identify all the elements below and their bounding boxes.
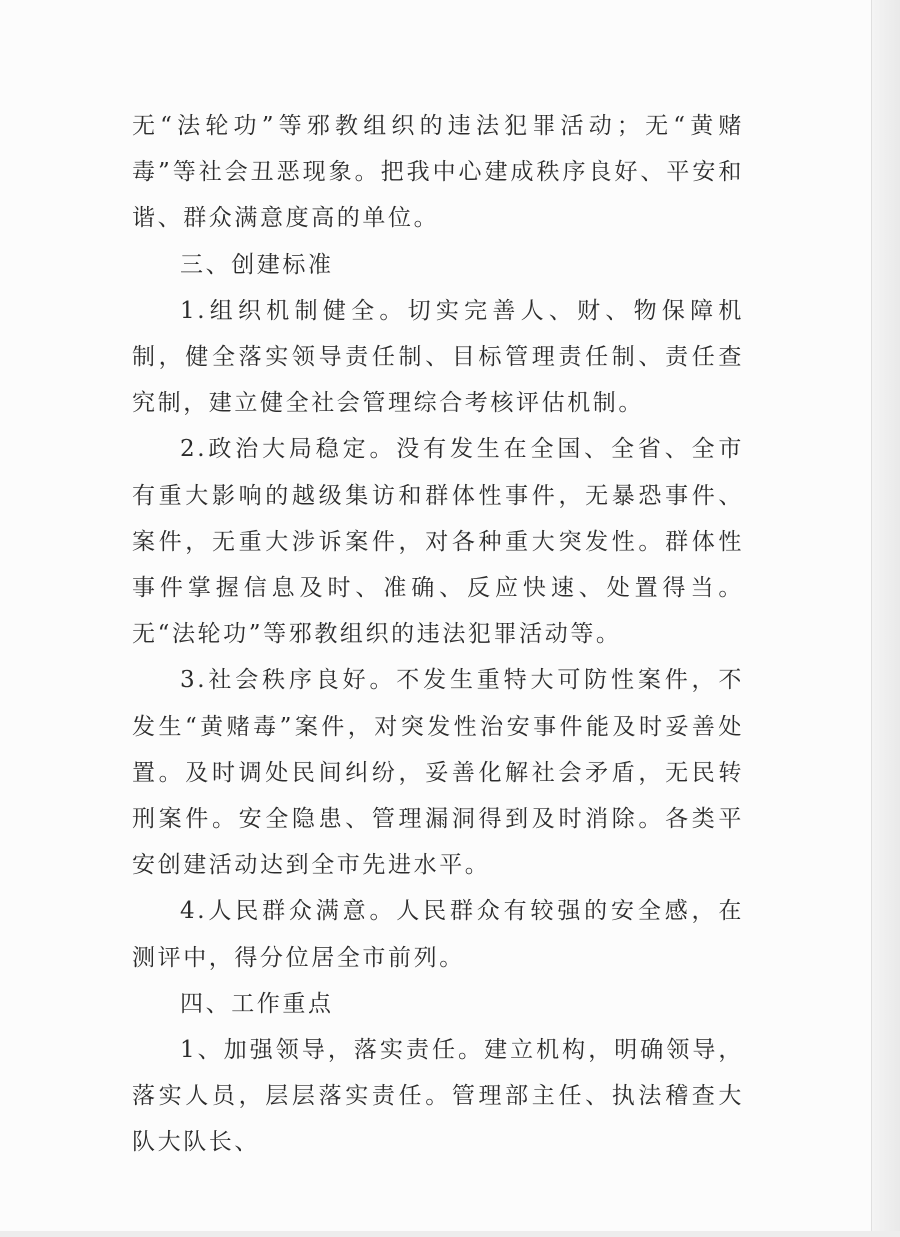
paragraph-standard-4: 4.人民群众满意。人民群众有较强的安全感，在测评中，得分位居全市前列。 [132, 898, 744, 971]
paragraph-standard-3: 3.社会秩序良好。不发生重特大可防性案件，不发生“黄赌毒”案件，对突发性治安事件能及时妥善处置。及时调处民间纠纷，妥善化解社会矛盾，无民转刑案件。安全隐患、管理漏洞得到及时消除。各类平安创建活动达到全市先进水平。 [132, 667, 744, 879]
paragraph-continuation: 无“法轮功”等邪教组织的违法犯罪活动；无“黄赌毒”等社会丑恶现象。把我中心建成秩序良好、平安和谐、群众满意度高的单位。 [132, 113, 744, 232]
paragraph-standard-1: 1.组织机制健全。切实完善人、财、物保障机制，健全落实领导责任制、目标管理责任制、责任查究制，建立健全社会管理综合考核评估机制。 [132, 297, 744, 417]
document-body [132, 103, 744, 1166]
section-heading-standards: 三、创建标准 [180, 251, 334, 278]
scan-edge-bottom [0, 1231, 900, 1237]
section-heading-work-focus: 四、工作重点 [180, 990, 334, 1017]
scan-edge-right [871, 0, 900, 1237]
paragraph-standard-2: 2.政治大局稳定。没有发生在全国、全省、全市有重大影响的越级集访和群体性事件，无暴恐事件、案件，无重大涉诉案件，对各种重大突发性。群体性事件掌握信息及时、准确、反应快速、处置得当。无“法轮功”等邪教组织的违法犯罪活动等。 [132, 436, 744, 648]
paragraph-work-focus-1: 1、加强领导，落实责任。建立机构，明确领导，落实人员，层层落实责任。管理部主任、执法稽查大队大队长、 [132, 1037, 744, 1156]
